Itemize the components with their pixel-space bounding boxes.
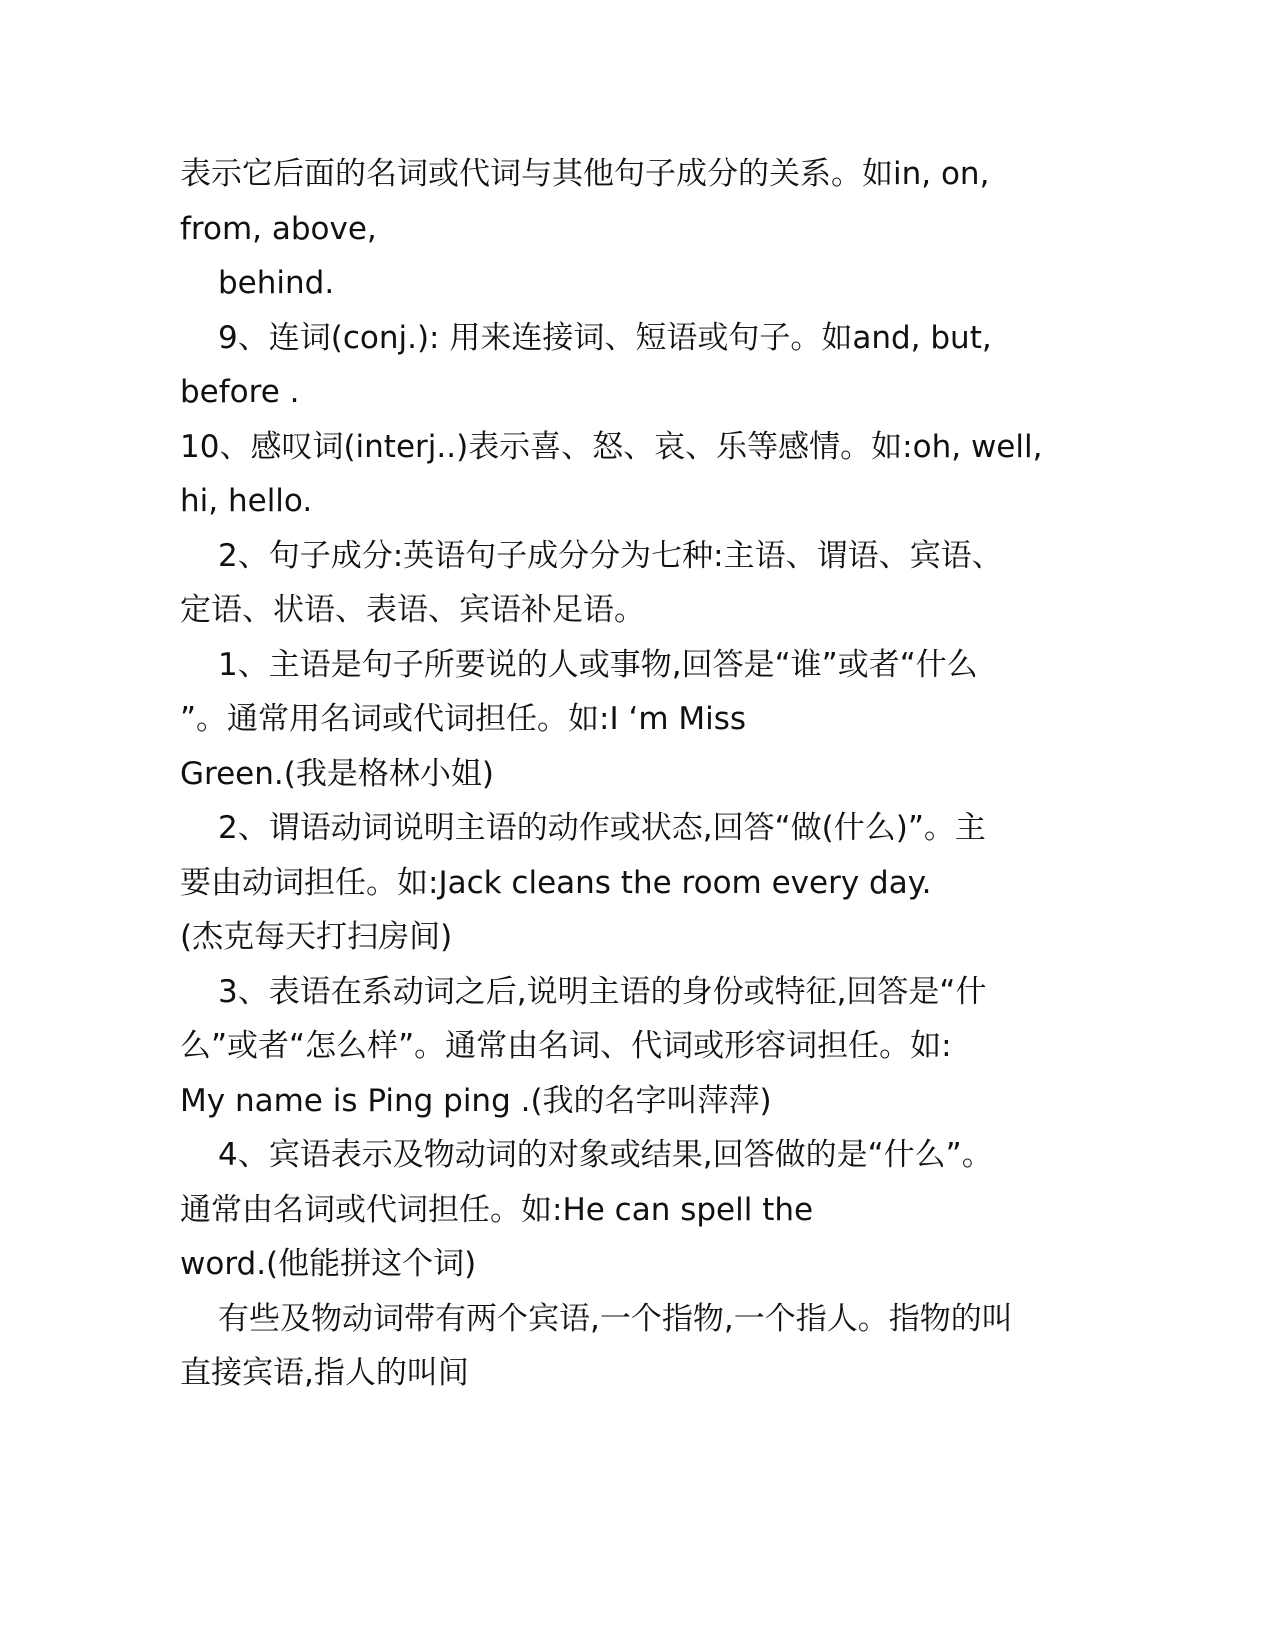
text-line: before . (180, 374, 300, 410)
text-line: word.(他能拼这个词) (180, 1246, 477, 1282)
text-line: behind. (218, 265, 335, 301)
text-line: My name is Ping ping .(我的名字叫萍萍) (180, 1082, 772, 1119)
text-line: 9、连词(conj.): 用来连接词、短语或句子。如and, but, (218, 319, 992, 356)
text-line: 2、谓语动词说明主语的动作或状态,回答“做(什么)”。主 (218, 810, 986, 846)
text-line: 10、感叹词(interj..)表示喜、怒、哀、乐等感情。如:oh, well, (180, 428, 1043, 465)
text-line: 表示它后面的名词或代词与其他句子成分的关系。如in, on, (180, 156, 990, 192)
text-line: 2、句子成分:英语句子成分分为七种:主语、谓语、宾语、 (218, 537, 1003, 574)
text-line: 定语、状语、表语、宾语补足语。 (180, 592, 645, 628)
text-line: 直接宾语,指人的叫间 (180, 1355, 469, 1391)
text-line: 3、表语在系动词之后,说明主语的身份或特征,回答是“什 (218, 973, 987, 1010)
text-line: 4、宾语表示及物动词的对象或结果,回答做的是“什么”。 (218, 1137, 993, 1173)
text-line: ”。通常用名词或代词担任。如:I ‘m Miss (180, 701, 747, 737)
text-line: hi, hello. (180, 483, 313, 519)
text-line: 1、主语是句子所要说的人或事物,回答是“谁”或者“什么 (218, 646, 978, 683)
text-line: from, above, (180, 210, 377, 247)
text-line: 要由动词担任。如:Jack cleans the room every day. (180, 864, 932, 901)
text-line: 通常由名词或代词担任。如:He can spell the (180, 1191, 814, 1228)
text-line: (杰克每天打扫房间) (180, 919, 453, 955)
text-line: 么”或者“怎么样”。通常由名词、代词或形容词担任。如: (180, 1028, 952, 1064)
text-line: 有些及物动词带有两个宾语,一个指物,一个指人。指物的叫 (218, 1300, 1013, 1337)
document-body (180, 147, 1060, 1401)
text-line: Green.(我是格林小姐) (180, 755, 494, 792)
